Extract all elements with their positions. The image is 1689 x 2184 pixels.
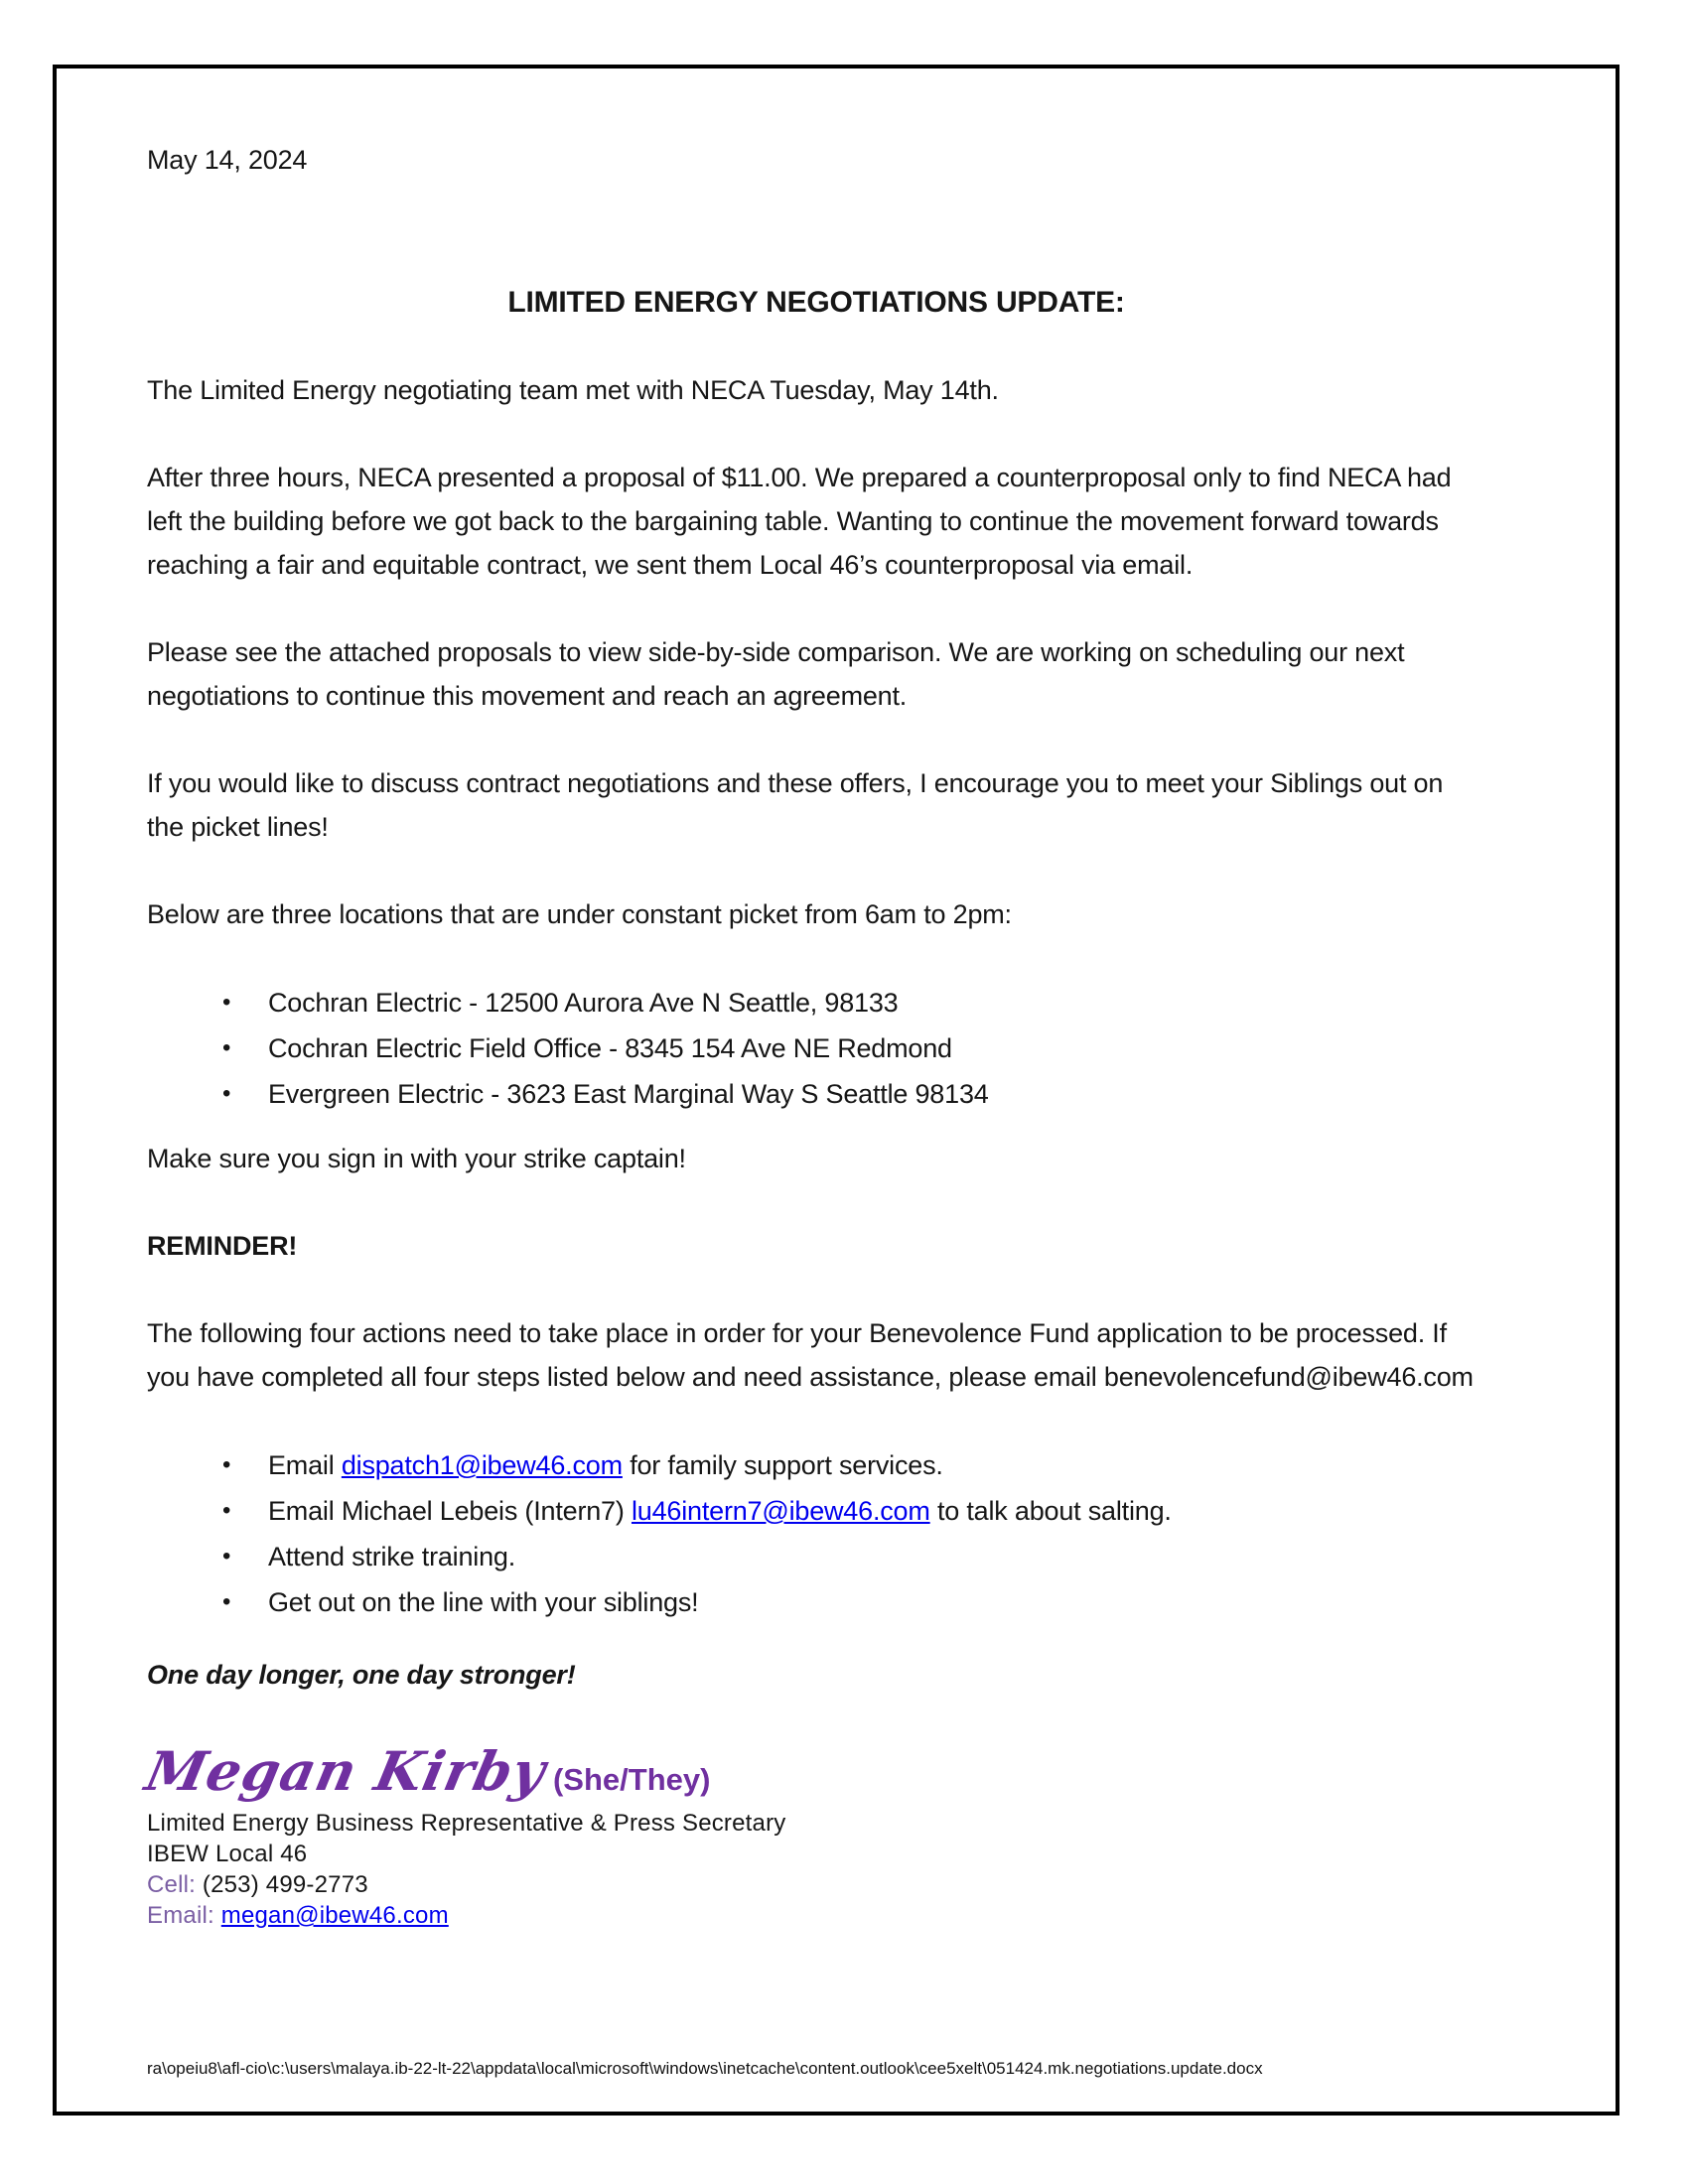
file-path-footer: ra\opeiu8\afl-cio\c:\users\malaya.ib-22-lt-22\appdata\local\microsoft\windows\inetcache\content.outlook\cee5xelt\051424.mk.negotiations.update.docx — [147, 2059, 1263, 2078]
megan-email-link[interactable]: megan@ibew46.com — [220, 1902, 449, 1929]
signature-org-line: IBEW Local 46 — [147, 1841, 308, 1867]
date-line: May 14, 2024 — [147, 145, 308, 175]
paragraph-sign-in: Make sure you sign in with your strike captain! — [147, 1144, 686, 1173]
action-item-training — [147, 1534, 1485, 1579]
paragraph-proposal: After three hours, NECA presented a proposal of $11.00. We prepared a counterproposal only to find NECA had left the building before we got back to the bargaining table. Wanting to continue the movement forward towards reaching a fair and equitable contract, we sent them Local 46’s counterproposal via email. — [147, 463, 1452, 580]
picket-location-item — [147, 1071, 1485, 1117]
action-text-pre: Email — [268, 1450, 342, 1480]
paragraph-benevolence: The following four actions need to take place in order for your Benevolence Fund application to be processed. If you have completed all four steps listed below and need assistance, please email benevolencefund@ibew46.com — [147, 1318, 1474, 1392]
action-text: Attend strike training. — [268, 1542, 516, 1571]
action-text: Get out on the line with your siblings! — [268, 1587, 699, 1617]
signature-script: Megan Kirby — [140, 1739, 552, 1803]
paragraph-meeting: The Limited Energy negotiating team met with NECA Tuesday, May 14th. — [147, 375, 999, 405]
bullet-icon: • — [222, 1034, 231, 1061]
signature-block — [147, 1808, 1485, 1931]
document-title: LIMITED ENERGY NEGOTIATIONS UPDATE: — [507, 286, 1125, 319]
signature-row — [140, 1739, 1485, 1803]
cell-value: (253) 499-2773 — [196, 1871, 368, 1898]
bullet-icon: • — [222, 1543, 231, 1570]
intern-email-link[interactable]: lu46intern7@ibew46.com — [631, 1496, 930, 1526]
paragraph-discuss: If you would like to discuss contract negotiations and these offers, I encourage you to meet your Siblings out on the picket lines! — [147, 768, 1444, 842]
email-label: Email: — [147, 1902, 214, 1929]
cell-label: Cell: — [147, 1871, 197, 1898]
action-text-post: for family support services. — [622, 1450, 943, 1480]
dispatch-email-link[interactable]: dispatch1@ibew46.com — [341, 1450, 623, 1480]
bullet-icon: • — [222, 989, 231, 1016]
action-item-intern — [147, 1488, 1485, 1534]
picket-location-text: Cochran Electric - 12500 Aurora Ave N Seattle, 98133 — [268, 988, 899, 1018]
signature-pronouns: (She/They) — [552, 1762, 711, 1797]
action-text-post: to talk about salting. — [929, 1496, 1172, 1526]
slogan-line: One day longer, one day stronger! — [147, 1660, 576, 1690]
bullet-icon: • — [222, 1588, 231, 1615]
document-content — [140, 138, 1485, 1931]
signature-email-line — [147, 1900, 1485, 1931]
picket-location-item — [147, 1025, 1485, 1071]
action-text-pre: Email Michael Lebeis (Intern7) — [268, 1496, 632, 1526]
reminder-heading: REMINDER! — [147, 1231, 298, 1261]
actions-list — [147, 1442, 1485, 1625]
signature-cell-line — [147, 1869, 1485, 1900]
picket-location-text: Cochran Electric Field Office - 8345 154 Ave NE Redmond — [268, 1033, 952, 1063]
action-item-dispatch — [147, 1442, 1485, 1488]
bullet-icon: • — [222, 1080, 231, 1107]
picket-locations-list — [147, 980, 1485, 1117]
action-item-line — [147, 1579, 1485, 1625]
picket-location-text: Evergreen Electric - 3623 East Marginal Way S Seattle 98134 — [268, 1079, 989, 1109]
bullet-icon: • — [222, 1451, 231, 1478]
signature-title-line: Limited Energy Business Representative & Press Secretary — [147, 1810, 786, 1837]
picket-location-item — [147, 980, 1485, 1025]
bullet-icon: • — [222, 1497, 231, 1524]
paragraph-attachments: Please see the attached proposals to view side-by-side comparison. We are working on scheduling our next negotiations to continue this movement and reach an agreement. — [147, 637, 1405, 711]
email-spacer — [214, 1902, 221, 1929]
paragraph-locations-intro: Below are three locations that are under constant picket from 6am to 2pm: — [147, 899, 1012, 929]
